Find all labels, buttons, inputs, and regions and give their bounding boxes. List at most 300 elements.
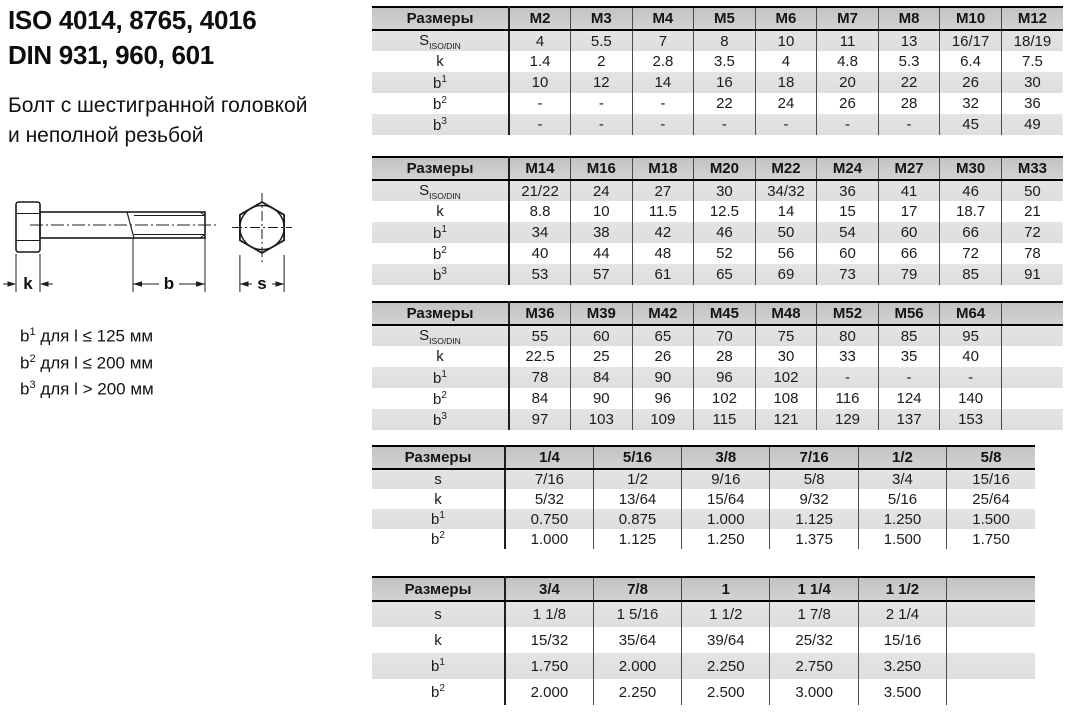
- value-cell-empty: [1001, 367, 1063, 388]
- value-cell: 33: [817, 346, 879, 367]
- value-cell: 3.500: [858, 679, 946, 705]
- column-header-M4: M4: [632, 7, 694, 30]
- value-cell: 1.750: [505, 653, 593, 679]
- k-arrow-left: [8, 281, 17, 287]
- value-cell: 5/16: [858, 489, 946, 509]
- value-cell-empty: [1001, 346, 1063, 367]
- value-cell: 8: [694, 30, 756, 51]
- row-label: [372, 114, 509, 135]
- row-label-base: s: [434, 471, 442, 488]
- note-b2-sup: 2: [29, 352, 36, 365]
- row-label-sup: 1: [441, 368, 447, 380]
- column-header-M42: M42: [632, 302, 694, 325]
- value-cell-empty: [1001, 325, 1063, 346]
- value-cell: 2.250: [682, 653, 770, 679]
- value-cell: 1 1/8: [505, 601, 593, 627]
- value-cell: 16: [694, 72, 756, 93]
- data-row-b1: [372, 72, 1063, 93]
- value-cell: 18.7: [940, 201, 1002, 222]
- value-cell: 54: [817, 222, 879, 243]
- value-cell: 1.250: [858, 509, 946, 529]
- value-cell: 3.5: [694, 51, 756, 72]
- row-label-base: b: [433, 390, 442, 408]
- hex-end-view: [232, 193, 292, 262]
- note-b3: [20, 374, 154, 401]
- row-label-sup: 1: [439, 657, 445, 668]
- bolt-technical-drawing: [0, 185, 340, 315]
- column-header-M12: M12: [1001, 7, 1063, 30]
- column-header-M45: M45: [694, 302, 756, 325]
- value-cell: 26: [940, 72, 1002, 93]
- column-header-7-16: 7/16: [770, 446, 858, 469]
- dimension-lines: [3, 238, 284, 292]
- row-label-base: S: [419, 326, 430, 344]
- value-cell: 73: [817, 264, 879, 285]
- header-row: [372, 577, 1035, 601]
- value-cell: 116: [817, 388, 879, 409]
- value-cell: 30: [694, 180, 756, 201]
- value-cell: 103: [571, 409, 633, 430]
- value-cell: 21: [1001, 201, 1063, 222]
- row-label-sup: 3: [441, 265, 447, 277]
- value-cell-empty: [947, 679, 1035, 705]
- table-head: [372, 7, 1063, 30]
- data-row-S: [372, 325, 1063, 346]
- row-label-base: b: [433, 245, 442, 263]
- value-cell: 35: [878, 346, 940, 367]
- column-header-5-16: 5/16: [593, 446, 681, 469]
- corner-header: Размеры: [372, 157, 509, 180]
- value-cell: 14: [755, 201, 817, 222]
- table-body: [372, 30, 1063, 135]
- value-cell: 1.000: [505, 529, 593, 549]
- value-cell: 5/8: [770, 469, 858, 489]
- value-cell: 1 1/2: [682, 601, 770, 627]
- value-cell: 22.5: [509, 346, 571, 367]
- bolt-side-view: [16, 202, 218, 252]
- value-cell: 35/64: [593, 627, 681, 653]
- value-cell: 70: [694, 325, 756, 346]
- value-cell: 57: [571, 264, 633, 285]
- row-label: [372, 529, 505, 549]
- value-cell: 27: [632, 180, 694, 201]
- row-label: [372, 679, 505, 705]
- header-row: [372, 157, 1063, 180]
- value-cell: 95: [940, 325, 1002, 346]
- value-cell: 2 1/4: [858, 601, 946, 627]
- value-cell-empty: [947, 627, 1035, 653]
- column-header-M56: M56: [878, 302, 940, 325]
- column-header-empty: [947, 577, 1035, 601]
- note-b1: [20, 321, 154, 348]
- row-label: [372, 469, 505, 489]
- value-cell: 50: [1001, 180, 1063, 201]
- value-cell: 137: [878, 409, 940, 430]
- value-cell: 6.4: [940, 51, 1002, 72]
- value-cell: 2.750: [770, 653, 858, 679]
- value-cell: 32: [940, 93, 1002, 114]
- subtitle-line2: и неполной резьбой: [8, 124, 204, 147]
- row-label-sup: 2: [439, 530, 445, 541]
- value-cell: 14: [632, 72, 694, 93]
- row-label-sup: 3: [441, 115, 447, 127]
- column-header-1-1-4: 1 1/4: [770, 577, 858, 601]
- value-cell: 84: [571, 367, 633, 388]
- value-cell: 24: [571, 180, 633, 201]
- k-arrow-right: [40, 281, 49, 287]
- row-label-base: S: [419, 181, 430, 199]
- row-label: [372, 72, 509, 93]
- value-cell-empty: [947, 653, 1035, 679]
- value-cell: 41: [878, 180, 940, 201]
- data-row-b2: [372, 388, 1063, 409]
- s-arrow-right: [276, 281, 285, 287]
- value-cell: 48: [632, 243, 694, 264]
- data-row-k: [372, 51, 1063, 72]
- note-b3-base: b: [20, 379, 30, 399]
- row-label: [372, 409, 509, 430]
- size-table-metric-m2-m12: [372, 6, 1063, 135]
- value-cell: -: [509, 114, 571, 135]
- row-label-base: b: [431, 658, 440, 675]
- value-cell: 7/16: [505, 469, 593, 489]
- value-cell: 60: [571, 325, 633, 346]
- row-label: [372, 30, 509, 51]
- value-cell-empty: [947, 601, 1035, 627]
- value-cell: 49: [1001, 114, 1063, 135]
- value-cell: 22: [694, 93, 756, 114]
- value-cell: 140: [940, 388, 1002, 409]
- data-row-k: [372, 627, 1035, 653]
- row-label-base: b: [433, 369, 442, 387]
- corner-header: Размеры: [372, 7, 509, 30]
- value-cell: 78: [1001, 243, 1063, 264]
- row-label-sup: 3: [441, 410, 447, 422]
- value-cell: 129: [817, 409, 879, 430]
- value-cell: 108: [755, 388, 817, 409]
- row-label: [372, 264, 509, 285]
- value-cell: 79: [878, 264, 940, 285]
- row-label-sup: 2: [439, 683, 445, 694]
- value-cell: 5.3: [878, 51, 940, 72]
- value-cell: 3.250: [858, 653, 946, 679]
- value-cell: 1.500: [858, 529, 946, 549]
- table-body: [372, 469, 1035, 549]
- column-header-M48: M48: [755, 302, 817, 325]
- value-cell: 26: [632, 346, 694, 367]
- data-row-b1: [372, 509, 1035, 529]
- value-cell-empty: [1001, 409, 1063, 430]
- column-header-3-8: 3/8: [682, 446, 770, 469]
- value-cell: 1.500: [947, 509, 1035, 529]
- value-cell: 50: [755, 222, 817, 243]
- data-row-k: [372, 489, 1035, 509]
- note-b2-base: b: [20, 353, 30, 373]
- data-row-s: [372, 469, 1035, 489]
- value-cell: 2.250: [593, 679, 681, 705]
- data-row-b2: [372, 679, 1035, 705]
- value-cell: 65: [694, 264, 756, 285]
- value-cell: -: [878, 367, 940, 388]
- value-cell: 109: [632, 409, 694, 430]
- value-cell: 5/32: [505, 489, 593, 509]
- b-arrow-right: [196, 281, 205, 287]
- value-cell: 55: [509, 325, 571, 346]
- value-cell: 15/64: [682, 489, 770, 509]
- value-cell: 30: [755, 346, 817, 367]
- value-cell: -: [632, 93, 694, 114]
- data-row-b1: [372, 653, 1035, 679]
- data-row-k: [372, 346, 1063, 367]
- value-cell: 52: [694, 243, 756, 264]
- value-cell: 1.125: [593, 529, 681, 549]
- column-header-M52: M52: [817, 302, 879, 325]
- value-cell: 11: [817, 30, 879, 51]
- row-label-base: b: [433, 224, 442, 242]
- dim-label-s: s: [257, 274, 267, 293]
- column-header-M3: M3: [571, 7, 633, 30]
- value-cell: 4: [509, 30, 571, 51]
- value-cell: 7: [632, 30, 694, 51]
- row-label: [372, 653, 505, 679]
- value-cell: 2.500: [682, 679, 770, 705]
- column-header-1-2: 1/2: [858, 446, 946, 469]
- dim-label-k: k: [23, 274, 33, 293]
- data-row-k: [372, 201, 1063, 222]
- column-header-1-4: 1/4: [505, 446, 593, 469]
- size-table-inch-3-4-to-1-5: [372, 576, 1035, 705]
- row-label: [372, 180, 509, 201]
- value-cell: 85: [878, 325, 940, 346]
- value-cell: 78: [509, 367, 571, 388]
- value-cell: -: [632, 114, 694, 135]
- value-cell: 1 7/8: [770, 601, 858, 627]
- value-cell: 0.875: [593, 509, 681, 529]
- subtitle-line1: Болт с шестигранной головкой: [8, 94, 308, 117]
- value-cell: 10: [755, 30, 817, 51]
- value-cell: -: [817, 114, 879, 135]
- row-label-sub: ISO/DIN: [429, 335, 461, 346]
- note-b1-sup: 1: [29, 326, 36, 338]
- value-cell: 15/16: [858, 627, 946, 653]
- row-label-sub: ISO/DIN: [429, 190, 461, 201]
- row-label-base: k: [434, 490, 442, 508]
- value-cell: 72: [940, 243, 1002, 264]
- value-cell: 1.250: [682, 529, 770, 549]
- note-b2-text: для l ≤ 200 мм: [35, 353, 154, 373]
- header-row: [372, 302, 1063, 325]
- value-cell: 96: [694, 367, 756, 388]
- value-cell: 90: [632, 367, 694, 388]
- row-label-base: k: [436, 348, 444, 365]
- value-cell: 40: [509, 243, 571, 264]
- value-cell: 1.750: [947, 529, 1035, 549]
- column-header-M8: M8: [878, 7, 940, 30]
- value-cell: 28: [694, 346, 756, 367]
- value-cell: 36: [1001, 93, 1063, 114]
- column-header-M10: M10: [940, 7, 1002, 30]
- value-cell: 2.000: [505, 679, 593, 705]
- value-cell: 10: [571, 201, 633, 222]
- row-label: [372, 325, 509, 346]
- value-cell: -: [940, 367, 1002, 388]
- value-cell: 30: [1001, 72, 1063, 93]
- row-label: [372, 243, 509, 264]
- value-cell: 3.000: [770, 679, 858, 705]
- value-cell: 24: [755, 93, 817, 114]
- row-label-sub: ISO/DIN: [429, 40, 461, 51]
- header-row: [372, 446, 1035, 469]
- s-arrow-left: [240, 281, 249, 287]
- value-cell: 34: [509, 222, 571, 243]
- row-label-base: b: [431, 531, 440, 548]
- value-cell: 38: [571, 222, 633, 243]
- value-cell: 22: [878, 72, 940, 93]
- value-cell: 66: [940, 222, 1002, 243]
- value-cell: 75: [755, 325, 817, 346]
- dim-label-b: b: [163, 274, 175, 293]
- row-label: [372, 627, 505, 653]
- value-cell: 72: [1001, 222, 1063, 243]
- corner-header: Размеры: [372, 446, 505, 469]
- value-cell: -: [509, 93, 571, 114]
- value-cell: 13/64: [593, 489, 681, 509]
- value-cell: 11.5: [632, 201, 694, 222]
- value-cell: 102: [694, 388, 756, 409]
- value-cell: 20: [817, 72, 879, 93]
- value-cell: 53: [509, 264, 571, 285]
- value-cell: 42: [632, 222, 694, 243]
- value-cell: 10: [509, 72, 571, 93]
- column-header-M7: M7: [817, 7, 879, 30]
- value-cell: 25: [571, 346, 633, 367]
- column-header-M64: M64: [940, 302, 1002, 325]
- value-cell: 90: [571, 388, 633, 409]
- row-label-sup: 1: [441, 73, 447, 85]
- value-cell: 15: [817, 201, 879, 222]
- value-cell: 153: [940, 409, 1002, 430]
- column-header-M14: M14: [509, 157, 571, 180]
- value-cell: 60: [878, 222, 940, 243]
- value-cell: 36: [817, 180, 879, 201]
- row-label-sup: 1: [441, 223, 447, 235]
- data-row-S: [372, 30, 1063, 51]
- row-label: [372, 489, 505, 509]
- value-cell: 80: [817, 325, 879, 346]
- value-cell: 40: [940, 346, 1002, 367]
- value-cell: 66: [878, 243, 940, 264]
- value-cell: 8.8: [509, 201, 571, 222]
- value-cell: 61: [632, 264, 694, 285]
- value-cell: -: [694, 114, 756, 135]
- value-cell: 9/16: [682, 469, 770, 489]
- size-table: [372, 445, 1035, 549]
- value-cell: 9/32: [770, 489, 858, 509]
- column-header-1: 1: [682, 577, 770, 601]
- data-row-b3: [372, 264, 1063, 285]
- table-body: [372, 325, 1063, 430]
- value-cell: 0.750: [505, 509, 593, 529]
- value-cell: 26: [817, 93, 879, 114]
- thread-length-notes: [20, 321, 154, 401]
- table-head: [372, 446, 1035, 469]
- row-label-base: b: [433, 95, 442, 113]
- value-cell: 15/16: [947, 469, 1035, 489]
- column-header-M5: M5: [694, 7, 756, 30]
- column-header-M2: M2: [509, 7, 571, 30]
- row-label-base: b: [433, 116, 442, 134]
- standards-title-iso: ISO 4014, 8765, 4016: [8, 5, 257, 35]
- value-cell: 1.125: [770, 509, 858, 529]
- value-cell: 18: [755, 72, 817, 93]
- table-head: [372, 577, 1035, 601]
- note-b2: [20, 348, 154, 375]
- column-header-M27: M27: [878, 157, 940, 180]
- row-label-base: S: [419, 31, 430, 49]
- b-arrow-left: [133, 281, 142, 287]
- value-cell: 45: [940, 114, 1002, 135]
- row-label-base: k: [436, 53, 444, 70]
- column-header-M18: M18: [632, 157, 694, 180]
- row-label: [372, 601, 505, 627]
- standards-title-din: DIN 931, 960, 601: [8, 40, 214, 70]
- size-table: [372, 301, 1063, 430]
- column-header-M24: M24: [817, 157, 879, 180]
- column-header-M22: M22: [755, 157, 817, 180]
- header-row: [372, 7, 1063, 30]
- corner-header: Размеры: [372, 302, 509, 325]
- value-cell: 4.8: [817, 51, 879, 72]
- value-cell: 21/22: [509, 180, 571, 201]
- value-cell: 5.5: [571, 30, 633, 51]
- row-label-base: s: [434, 606, 442, 623]
- value-cell: -: [817, 367, 879, 388]
- value-cell: 124: [878, 388, 940, 409]
- value-cell: 7.5: [1001, 51, 1063, 72]
- value-cell: 13: [878, 30, 940, 51]
- row-label-sup: 2: [441, 94, 447, 106]
- row-label-base: b: [433, 411, 442, 429]
- column-header-M20: M20: [694, 157, 756, 180]
- row-label-base: k: [436, 203, 444, 220]
- data-row-b2: [372, 93, 1063, 114]
- row-label: [372, 51, 509, 72]
- column-header-M30: M30: [940, 157, 1002, 180]
- value-cell: 97: [509, 409, 571, 430]
- data-row-b3: [372, 114, 1063, 135]
- value-cell: 1.4: [509, 51, 571, 72]
- row-label: [372, 367, 509, 388]
- row-label: [372, 509, 505, 529]
- row-label-base: b: [433, 266, 442, 284]
- row-label: [372, 346, 509, 367]
- value-cell: 4: [755, 51, 817, 72]
- row-label-sup: 1: [439, 510, 445, 521]
- row-label: [372, 201, 509, 222]
- value-cell: 1.000: [682, 509, 770, 529]
- value-cell: -: [571, 93, 633, 114]
- row-label-base: b: [431, 511, 440, 528]
- corner-header: Размеры: [372, 577, 505, 601]
- value-cell: 18/19: [1001, 30, 1063, 51]
- value-cell: 12: [571, 72, 633, 93]
- value-cell: 16/17: [940, 30, 1002, 51]
- table-body: [372, 601, 1035, 705]
- value-cell: 69: [755, 264, 817, 285]
- row-label: [372, 222, 509, 243]
- data-row-b2: [372, 529, 1035, 549]
- data-row-b3: [372, 409, 1063, 430]
